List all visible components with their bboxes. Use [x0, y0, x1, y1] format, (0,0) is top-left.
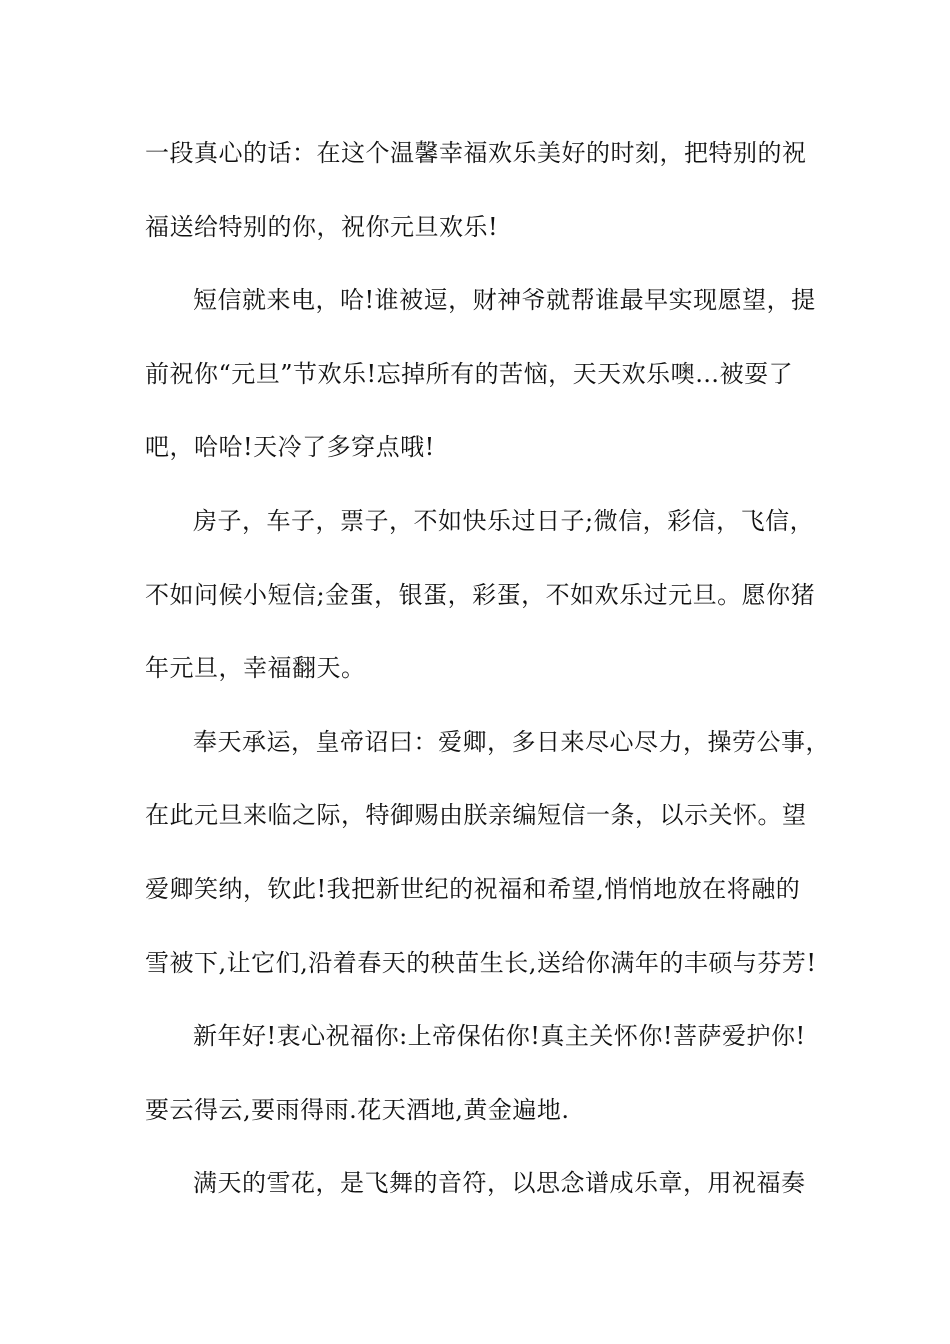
text-line: 短信就来电，哈!谁被逗，财神爷就帮谁最早实现愿望，提 — [193, 286, 816, 315]
text-line: 福送给特别的你，祝你元旦欢乐! — [145, 212, 499, 241]
text-line: 在此元旦来临之际，特御赐由朕亲编短信一条，以示关怀。望 — [145, 801, 807, 830]
text-line: 吧，哈哈!天冷了多穿点哦! — [145, 433, 435, 462]
text-line: 一段真心的话：在这个温馨幸福欢乐美好的时刻，把特别的祝 — [145, 139, 807, 167]
text-line: 年元旦，幸福翻天。 — [145, 654, 366, 683]
text-line: 雪被下,让它们,沿着春天的秧苗生长,送给你满年的丰硕与芬芳! — [145, 948, 817, 977]
text-line: 新年好!衷心祝福你:上帝保佑你!真主关怀你!菩萨爱护你! — [193, 1022, 806, 1051]
text-line: 奉天承运，皇帝诏曰：爱卿，多日来尽心尽力，操劳公事， — [193, 727, 830, 756]
text-line: 爱卿笑纳，钦此!我把新世纪的祝福和希望,悄悄地放在将融的 — [145, 874, 801, 903]
text-line: 满天的雪花，是飞舞的音符，以思念谱成乐章，用祝福奏 — [193, 1169, 806, 1198]
text-line: 房子，车子，票子，不如快乐过日子;微信，彩信，飞信， — [193, 506, 815, 535]
document-body — [145, 128, 830, 1232]
text-line: 要云得云,要雨得雨.花天酒地,黄金遍地. — [145, 1095, 570, 1124]
text-line: 不如问候小短信;金蛋，银蛋，彩蛋，不如欢乐过元旦。愿你猪 — [145, 580, 816, 609]
text-line: 前祝你“元旦”节欢乐!忘掉所有的苦恼，天天欢乐噢…被耍了 — [145, 359, 794, 388]
